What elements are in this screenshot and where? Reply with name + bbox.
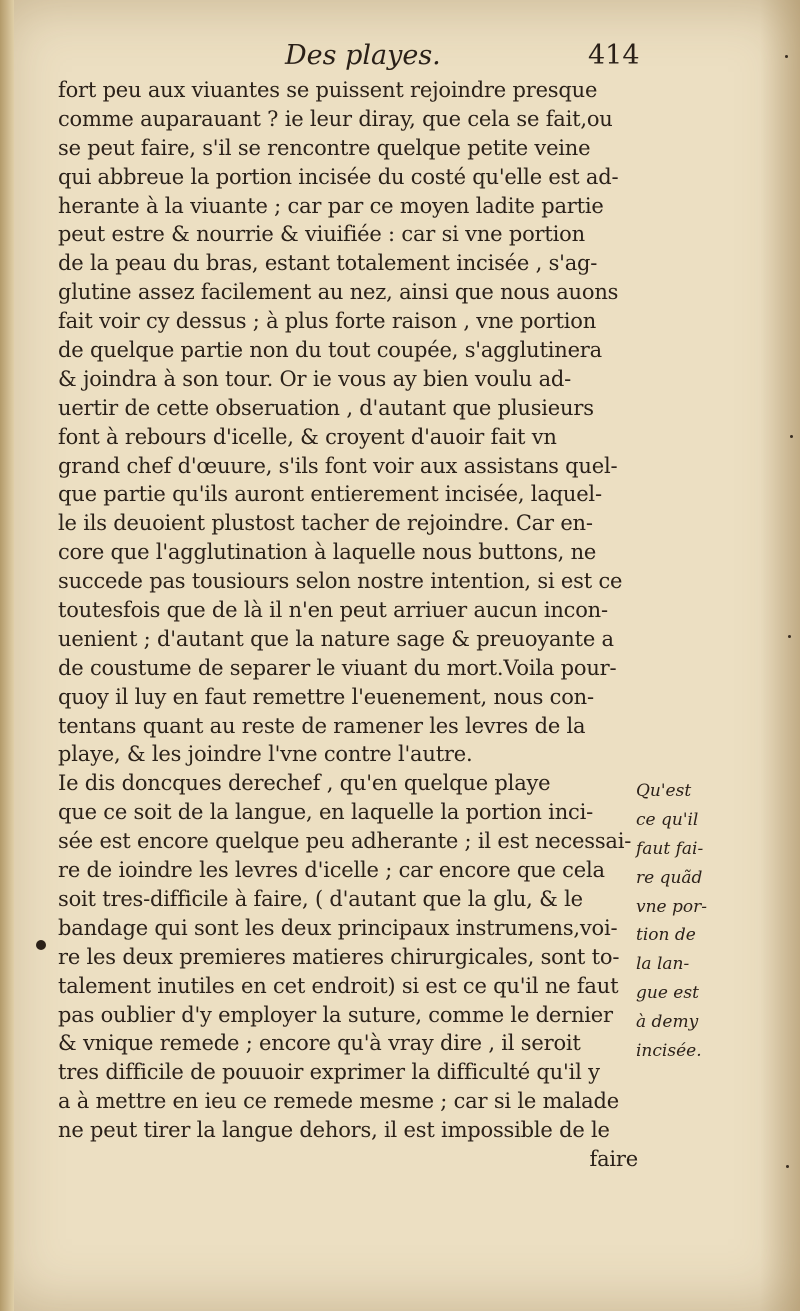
marginal-note-line: ce qu'il — [636, 809, 699, 830]
text-line: de coustume de separer le viuant du mort.Voila pour- — [58, 655, 617, 680]
text-line: fait voir cy dessus ; à plus forte raison , vne portion — [58, 309, 597, 334]
marginal-note-line: faut fai- — [636, 838, 704, 859]
text-line: soit tres-difficile à faire, ( d'autant que la glu, & le — [58, 886, 583, 911]
text-line: tentans quant au reste de ramener les levres de la — [58, 713, 586, 738]
running-head — [60, 40, 660, 80]
catchword: faire — [589, 1146, 638, 1171]
page-edge-shadow — [760, 0, 800, 1311]
marginal-note — [636, 777, 746, 1066]
text-line: de quelque partie non du tout coupée, s'agglutinera — [58, 338, 602, 363]
text-line: sée est encore quelque peu adherante ; il est necessai- — [58, 829, 632, 854]
text-line: Ie dis doncques derechef , qu'en quelque playe — [58, 771, 551, 796]
text-line: a à mettre en ieu ce remede mesme ; car si le malade — [58, 1089, 619, 1114]
text-line: font à rebours d'icelle, & croyent d'auoir fait vn — [58, 424, 557, 449]
text-line: que partie qu'ils auront entierement incisée, laquel- — [58, 482, 602, 507]
text-line: qui abbreue la portion incisée du costé qu'elle est ad- — [58, 164, 619, 189]
text-line: quoy il luy en faut remettre l'euenement, nous con- — [58, 684, 594, 709]
text-line: uenient ; d'autant que la nature sage & preuoyante a — [58, 626, 614, 651]
text-line: toutesfois que de là il n'en peut arriuer aucun incon- — [58, 598, 608, 623]
marginal-note-line: gue est — [636, 983, 699, 1004]
ink-speck — [790, 435, 793, 438]
text-line: playe, & les joindre l'vne contre l'autre. — [58, 742, 473, 767]
text-line: & vnique remede ; encore qu'à vray dire , il seroit — [58, 1031, 581, 1056]
text-line: glutine assez facilement au nez, ainsi que nous auons — [58, 280, 619, 305]
text-line: peut estre & nourrie & viuifiée : car si vne portion — [58, 222, 585, 247]
text-line: le ils deuoient plustost tacher de rejoindre. Car en- — [58, 511, 593, 536]
text-line: herante à la viuante ; car par ce moyen ladite partie — [58, 193, 604, 218]
text-line: de la peau du bras, estant totalement incisée , s'ag- — [58, 251, 598, 276]
text-line: succede pas tousiours selon nostre intention, si est ce — [58, 569, 623, 594]
text-line: uertir de cette obseruation , d'autant que plusieurs — [58, 395, 594, 420]
ink-speck — [788, 635, 791, 638]
marginal-note-line: tion de — [636, 925, 696, 946]
ink-blot — [36, 940, 46, 950]
marginal-note-line: re quãd — [636, 867, 703, 888]
marginal-note-line: vne por- — [636, 896, 708, 917]
text-line: bandage qui sont les deux principaux instrumens,voi- — [58, 915, 618, 940]
marginal-note-line: incisée. — [636, 1041, 702, 1062]
text-line: talement inutiles en cet endroit) si est ce qu'il ne faut — [58, 973, 619, 998]
text-line: pas oublier d'y employer la suture, comme le dernier — [58, 1002, 613, 1027]
text-line: core que l'agglutination à laquelle nous buttons, ne — [58, 540, 597, 565]
text-line: re de ioindre les levres d'icelle ; car encore que cela — [58, 858, 605, 883]
marginal-note-line: Qu'est — [636, 781, 692, 801]
ink-speck — [785, 55, 788, 58]
binding-gutter — [0, 0, 14, 1311]
text-line: grand chef d'œuure, s'ils font voir aux assistans quel- — [58, 453, 618, 478]
text-line: re les deux premieres matieres chirurgicales, sont to- — [58, 944, 620, 969]
marginal-note-line: à demy — [636, 1012, 699, 1033]
text-line: ne peut tirer la langue dehors, il est impossible de le — [58, 1118, 610, 1143]
running-head-title: Des playes. — [285, 40, 441, 71]
page-number: 414 — [588, 40, 640, 71]
text-line: comme auparauant ? ie leur diray, que cela se fait,ou — [58, 106, 613, 131]
text-line: que ce soit de la langue, en laquelle la portion inci- — [58, 800, 593, 825]
body-text — [58, 76, 638, 1174]
marginal-note-line: la lan- — [636, 954, 690, 975]
text-line: tres difficile de pouuoir exprimer la difficulté qu'il y — [58, 1060, 600, 1085]
ink-speck — [786, 1165, 789, 1168]
text-line: se peut faire, s'il se rencontre quelque petite veine — [58, 135, 591, 160]
text-line: & joindra à son tour. Or ie vous ay bien voulu ad- — [58, 366, 572, 391]
text-line: fort peu aux viuantes se puissent rejoindre presque — [58, 78, 598, 102]
